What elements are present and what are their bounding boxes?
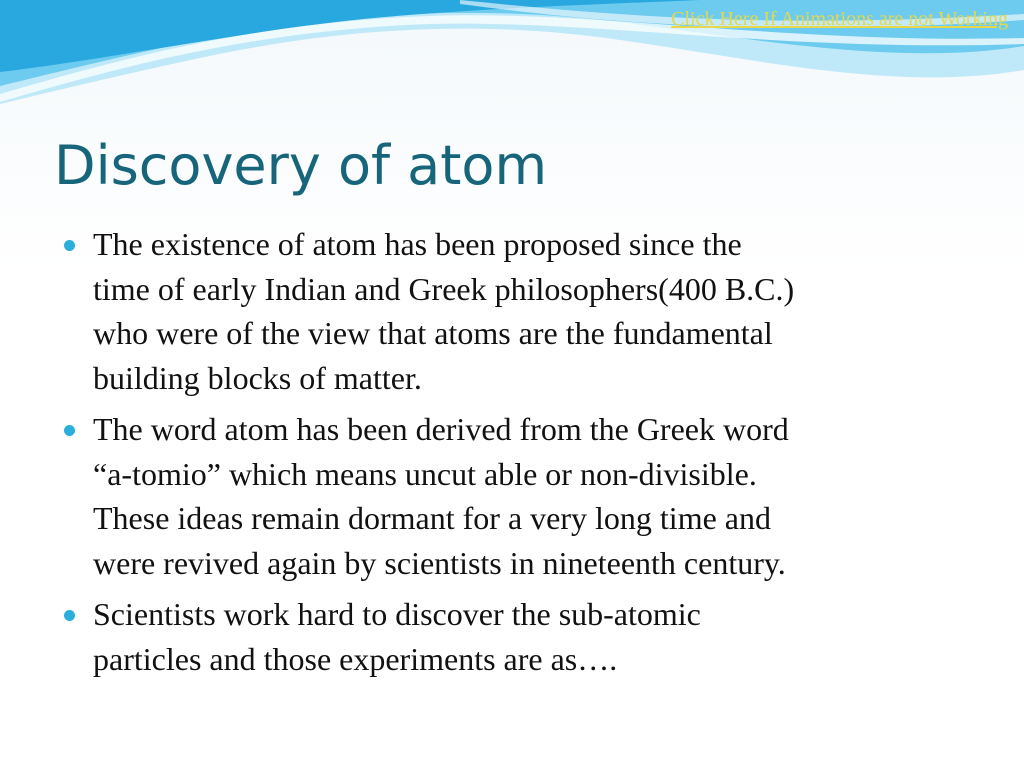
bullet-dot-icon bbox=[64, 240, 75, 251]
slide-title: Discovery of atom bbox=[54, 134, 548, 197]
bullet-text: The word atom has been derived from the Greek word “a-tomio” which means uncut able or non-divisible. These ideas remain dormant for a very long time and were revived again by scientists in nineteenth century. bbox=[93, 411, 789, 581]
bullet-text: Scientists work hard to discover the sub-atomic particles and those experiments are as…. bbox=[93, 596, 701, 677]
bullet-dot-icon bbox=[64, 610, 75, 621]
list-item bbox=[62, 407, 962, 585]
bullet-list bbox=[62, 222, 962, 688]
bullet-text: The existence of atom has been proposed since the time of early Indian and Greek philosophers(400 B.C.) who were of the view that atoms are the fundamental building blocks of matter. bbox=[93, 226, 795, 396]
bullet-dot-icon bbox=[64, 425, 75, 436]
list-item bbox=[62, 222, 962, 400]
animations-not-working-link[interactable]: Click Here If Animations are not Working bbox=[671, 8, 1008, 30]
list-item bbox=[62, 592, 962, 681]
